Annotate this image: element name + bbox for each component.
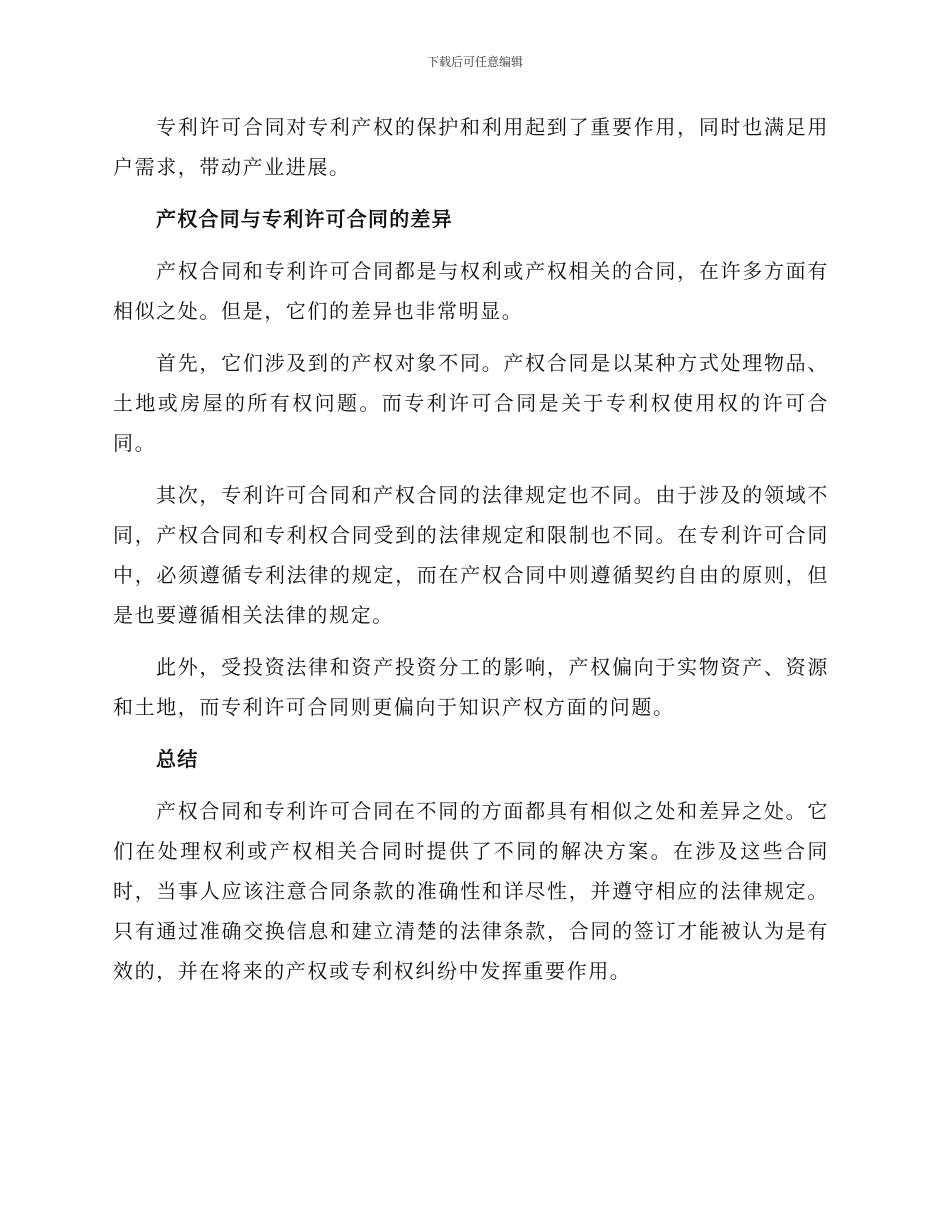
paragraph-second-difference: 其次，专利许可合同和产权合同的法律规定也不同。由于涉及的领域不同，产权合同和专利权合同受到的法律规定和限制也不同。在专利许可合同中，必须遵循专利法律的规定，而在产权合同中则遵循契约自由的原则，但是也要遵循相关法律的规定。 xyxy=(113,483,829,627)
paragraph-summary: 产权合同和专利许可合同在不同的方面都具有相似之处和差异之处。它们在处理权利或产权相关合同时提供了不同的解决方案。在涉及这些合同时，当事人应该注意合同条款的准确性和详尽性，并遵守相应的法律规定。只有通过准确交换信息和建立清楚的法律条款，合同的签订才能被认为是有效的，并在将来的产权或专利权纠纷中发挥重要作用。 xyxy=(113,799,829,983)
section-heading-summary: 总结 xyxy=(156,747,199,771)
page-header: 下载后可任意编辑 xyxy=(426,55,523,69)
paragraph-third-difference: 此外，受投资法律和资产投资分工的影响，产权偏向于实物资产、资源和土地，而专利许可合同则更偏向于知识产权方面的问题。 xyxy=(113,655,829,719)
paragraph-patent-license-role: 专利许可合同对专利产权的保护和利用起到了重要作用，同时也满足用户需求，带动产业进展。 xyxy=(113,115,829,179)
document-body xyxy=(113,107,829,1003)
paragraph-first-difference: 首先，它们涉及到的产权对象不同。产权合同是以某种方式处理物品、土地或房屋的所有权问题。而专利许可合同是关于专利权使用权的许可合同。 xyxy=(113,351,829,455)
paragraph-similarities: 产权合同和专利许可合同都是与权利或产权相关的合同，在许多方面有相似之处。但是，它们的差异也非常明显。 xyxy=(113,259,829,323)
section-heading-differences: 产权合同与专利许可合同的差异 xyxy=(156,207,453,231)
